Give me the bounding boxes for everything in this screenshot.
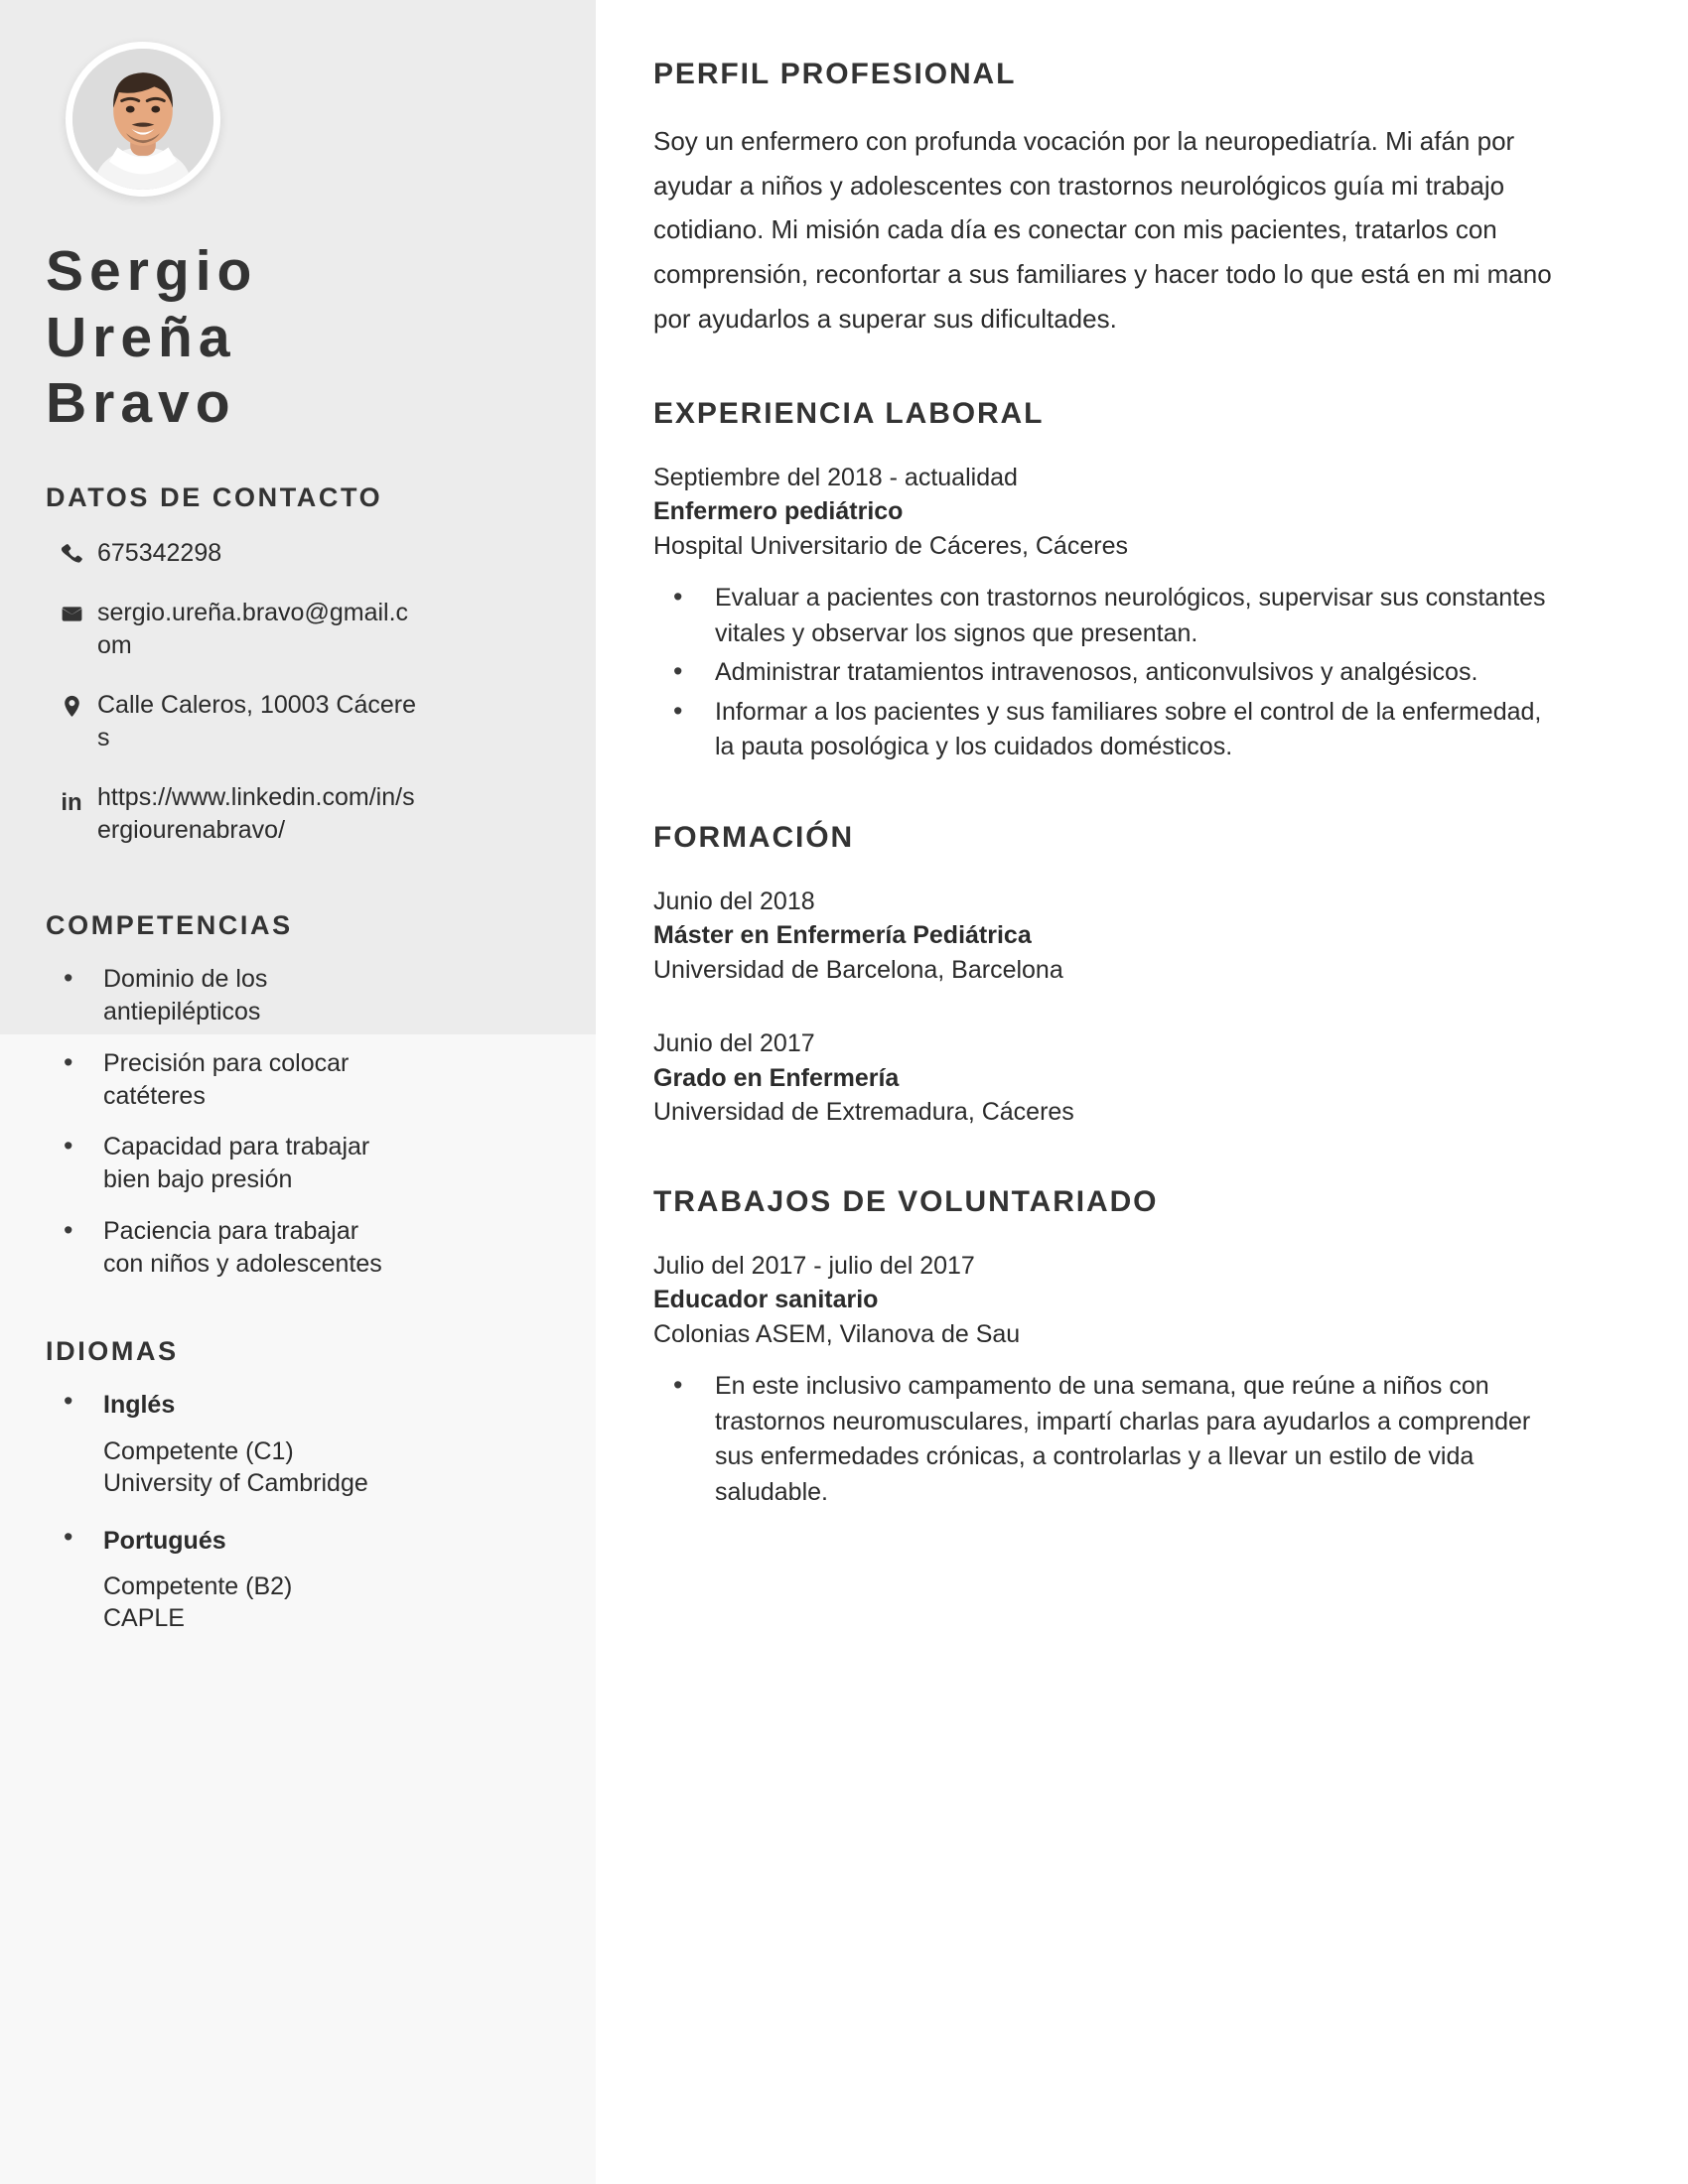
volunteering-heading: TRABAJOS DE VOLUNTARIADO bbox=[653, 1184, 1159, 1218]
languages-heading: IDIOMAS bbox=[46, 1336, 179, 1367]
education-institution: Universidad de Extremadura, Cáceres bbox=[653, 1098, 1074, 1127]
candidate-name bbox=[46, 238, 550, 437]
list-item: • Precisión para colocar catéteres bbox=[46, 1047, 383, 1114]
education-heading: FORMACIÓN bbox=[653, 820, 855, 854]
contact-row-phone[interactable] bbox=[46, 537, 550, 570]
profile-photo-illustration bbox=[72, 49, 213, 190]
main-content bbox=[596, 0, 1688, 2184]
volunteering-date: Julio del 2017 - julio del 2017 bbox=[653, 1251, 975, 1280]
experience-heading: EXPERIENCIA LABORAL bbox=[653, 396, 1045, 430]
list-item bbox=[46, 1389, 550, 1499]
experience-bullets bbox=[653, 581, 1617, 765]
contact-address-value: Calle Caleros, 10003 Cáceres bbox=[97, 691, 417, 752]
name-line-3: Bravo bbox=[46, 371, 236, 436]
language-name: • Portugués bbox=[103, 1526, 226, 1555]
contact-list bbox=[46, 537, 550, 847]
sidebar bbox=[0, 0, 596, 2184]
education-institution: Universidad de Barcelona, Barcelona bbox=[653, 955, 1063, 984]
name-line-2: Ureña bbox=[46, 305, 236, 369]
contact-linkedin-value: https://www.linkedin.com/in/sergiourenabravo/ bbox=[97, 783, 415, 845]
profile-text: Soy un enfermero con profunda vocación por la neuropediatría. Mi afán por ayudar a niños y adolescentes con trastornos neurológicos guía mi trabajo cotidiano. Mi misión cada día es conectar con mis pacientes, tratarlos con comprensión, reconfortar a sus familiares y hacer todo lo que está en mi mano por ayudarlos a superar sus dificultades. bbox=[653, 126, 1552, 334]
list-item: • Dominio de los antiepilépticos bbox=[46, 963, 383, 1029]
skills-list bbox=[46, 963, 550, 1281]
contact-row-address[interactable] bbox=[46, 689, 550, 754]
name-line-1: Sergio bbox=[46, 239, 258, 303]
experience-date: Septiembre del 2018 - actualidad bbox=[653, 463, 1018, 491]
education-entry bbox=[653, 885, 1617, 988]
languages-list bbox=[46, 1389, 550, 1634]
linkedin-icon bbox=[46, 781, 97, 815]
experience-entry bbox=[653, 461, 1617, 765]
map-pin-icon bbox=[46, 689, 97, 719]
experience-role: Enfermero pediátrico bbox=[653, 497, 904, 526]
contact-row-linkedin[interactable] bbox=[46, 781, 550, 847]
contact-heading: DATOS DE CONTACTO bbox=[46, 482, 383, 513]
language-institution: CAPLE bbox=[103, 1604, 185, 1633]
education-entry bbox=[653, 1026, 1617, 1130]
volunteering-bullets bbox=[653, 1369, 1617, 1510]
language-detail bbox=[103, 1570, 550, 1634]
volunteering-entry bbox=[653, 1249, 1617, 1511]
volunteering-organization: Colonias ASEM, Vilanova de Sau bbox=[653, 1319, 1021, 1348]
experience-organization: Hospital Universitario de Cáceres, Cáceres bbox=[653, 531, 1128, 560]
education-date: Junio del 2017 bbox=[653, 1029, 815, 1058]
language-institution: University of Cambridge bbox=[103, 1468, 368, 1497]
list-item: • Informar a los pacientes y sus familiares sobre el control de la enfermedad, la pauta posológica y los cuidados domésticos. bbox=[653, 695, 1547, 765]
contact-row-email[interactable] bbox=[46, 597, 550, 662]
list-item: • Paciencia para trabajar con niños y adolescentes bbox=[46, 1215, 383, 1282]
contact-phone-value: 675342298 bbox=[97, 539, 222, 568]
profile-heading: PERFIL PROFESIONAL bbox=[653, 58, 1017, 90]
volunteering-role: Educador sanitario bbox=[653, 1286, 879, 1314]
list-item: • Administrar tratamientos intravenosos, anticonvulsivos y analgésicos. bbox=[653, 655, 1547, 691]
phone-icon bbox=[46, 537, 97, 567]
list-item: • Evaluar a pacientes con trastornos neurológicos, supervisar sus constantes vitales y observar los signos que presentan. bbox=[653, 581, 1547, 651]
education-degree: Máster en Enfermería Pediátrica bbox=[653, 921, 1032, 950]
list-item: • Capacidad para trabajar bien bajo presión bbox=[46, 1131, 383, 1197]
linkedin-icon-glyph: in bbox=[61, 789, 82, 817]
list-item bbox=[46, 1525, 550, 1635]
language-name: • Inglés bbox=[103, 1391, 176, 1420]
avatar-container bbox=[46, 0, 550, 197]
language-level: Competente (B2) bbox=[103, 1572, 293, 1601]
list-item: • En este inclusivo campamento de una semana, que reúne a niños con trastornos neuromusculares, impartí charlas para ayudarlos a comprender sus enfermedades crónicas, a controlarlas y a llevar un estilo de vida saludable. bbox=[653, 1369, 1547, 1510]
contact-email-value: sergio.ureña.bravo@gmail.com bbox=[97, 599, 409, 660]
envelope-icon bbox=[46, 597, 97, 626]
education-date: Junio del 2018 bbox=[653, 887, 815, 915]
skills-heading: COMPETENCIAS bbox=[46, 910, 293, 941]
language-level: Competente (C1) bbox=[103, 1436, 294, 1465]
language-detail bbox=[103, 1435, 550, 1499]
education-degree: Grado en Enfermería bbox=[653, 1063, 900, 1092]
avatar bbox=[66, 42, 220, 197]
